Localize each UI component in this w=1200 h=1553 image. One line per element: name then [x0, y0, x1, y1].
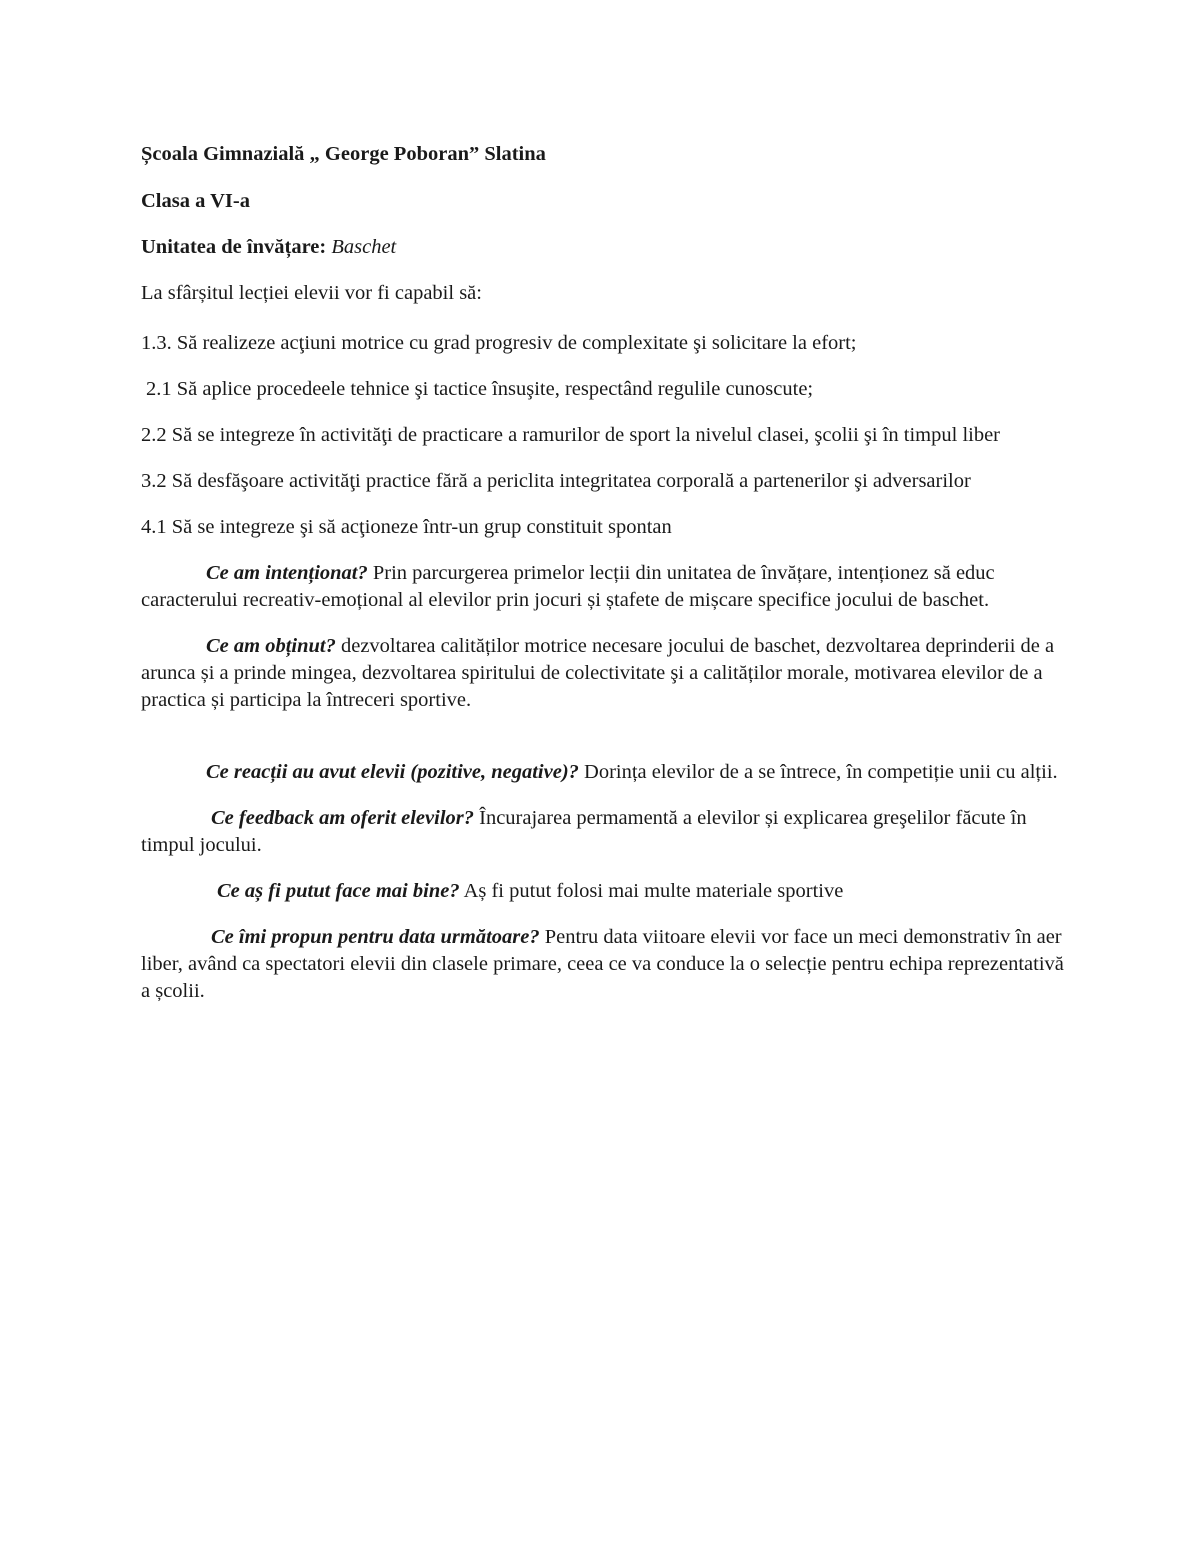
reflection-answer: Aș fi putut folosi mai multe materiale sportive — [459, 880, 844, 902]
reflection-answer: Încurajarea permamentă a elevilor și explicarea greşelilor făcute în timpul jocului. — [141, 807, 1027, 856]
learning-unit-value: Baschet — [331, 236, 397, 258]
reflection-item — [141, 560, 1066, 614]
objective-item: 2.1 Să aplice procedeele tehnice şi tactice însuşite, respectând regulile cunoscute; — [146, 378, 814, 400]
reflection-item — [141, 924, 1066, 1005]
objective-item: 3.2 Să desfăşoare activităţi practice fără a periclita integritatea corporală a partenerilor şi adversarilor — [141, 470, 971, 492]
class-name: Clasa a VI-a — [141, 190, 250, 212]
objective-item: 2.2 Să se integreze în activităţi de practicare a ramurilor de sport la nivelul clasei, şcolii şi în timpul liber — [141, 424, 1001, 446]
reflection-question: Ce am obținut? — [206, 635, 336, 657]
school-name: Școala Gimnazială „ George Poboran” Slatina — [141, 143, 546, 165]
reflection-question: Ce reacții au avut elevii (pozitive, negative)? — [206, 761, 579, 783]
reflection-question: Ce am intenționat? — [206, 562, 368, 584]
learning-unit-label: Unitatea de învățare: — [141, 236, 327, 258]
reflection-question: Ce feedback am oferit elevilor? — [211, 807, 474, 829]
reflection-item — [141, 759, 1066, 786]
intro-line: La sfârșitul lecției elevii vor fi capabil să: — [141, 282, 482, 304]
reflection-item — [141, 878, 1066, 905]
reflection-question: Ce aș fi putut face mai bine? — [217, 880, 460, 902]
reflection-item — [141, 805, 1066, 859]
reflection-item — [141, 633, 1066, 714]
reflection-answer: Prin parcurgerea primelor lecții din unitatea de învățare, intenționez să educ caracterului recreativ-emoțional al elevilor prin jocuri și ștafete de mișcare specifice jocului de baschet. — [141, 562, 995, 611]
reflection-answer: Dorința elevilor de a se întrece, în competiție unii cu alții. — [578, 761, 1058, 783]
reflection-answer: Pentru data viitoare elevii vor face un meci demonstrativ în aer liber, având ca spectatori elevii din clasele primare, ceea ce va conduce la o selecție pentru echipa reprezentativă a școlii. — [141, 926, 1064, 1002]
document-body — [141, 141, 1066, 1024]
learning-unit — [141, 234, 1066, 261]
reflection-question: Ce îmi propun pentru data următoare? — [211, 926, 540, 948]
objective-item: 4.1 Să se integreze şi să acţioneze într-un grup constituit spontan — [141, 516, 672, 538]
reflection-answer: dezvoltarea calităților motrice necesare jocului de baschet, dezvoltarea deprinderii de a arunca și a prinde mingea, dezvoltarea spiritului de colectivitate şi a calităților morale, motivarea elevilor de a practica și participa la întreceri sportive. — [141, 635, 1055, 711]
objective-item: 1.3. Să realizeze acţiuni motrice cu grad progresiv de complexitate şi solicitare la efort; — [141, 332, 857, 354]
